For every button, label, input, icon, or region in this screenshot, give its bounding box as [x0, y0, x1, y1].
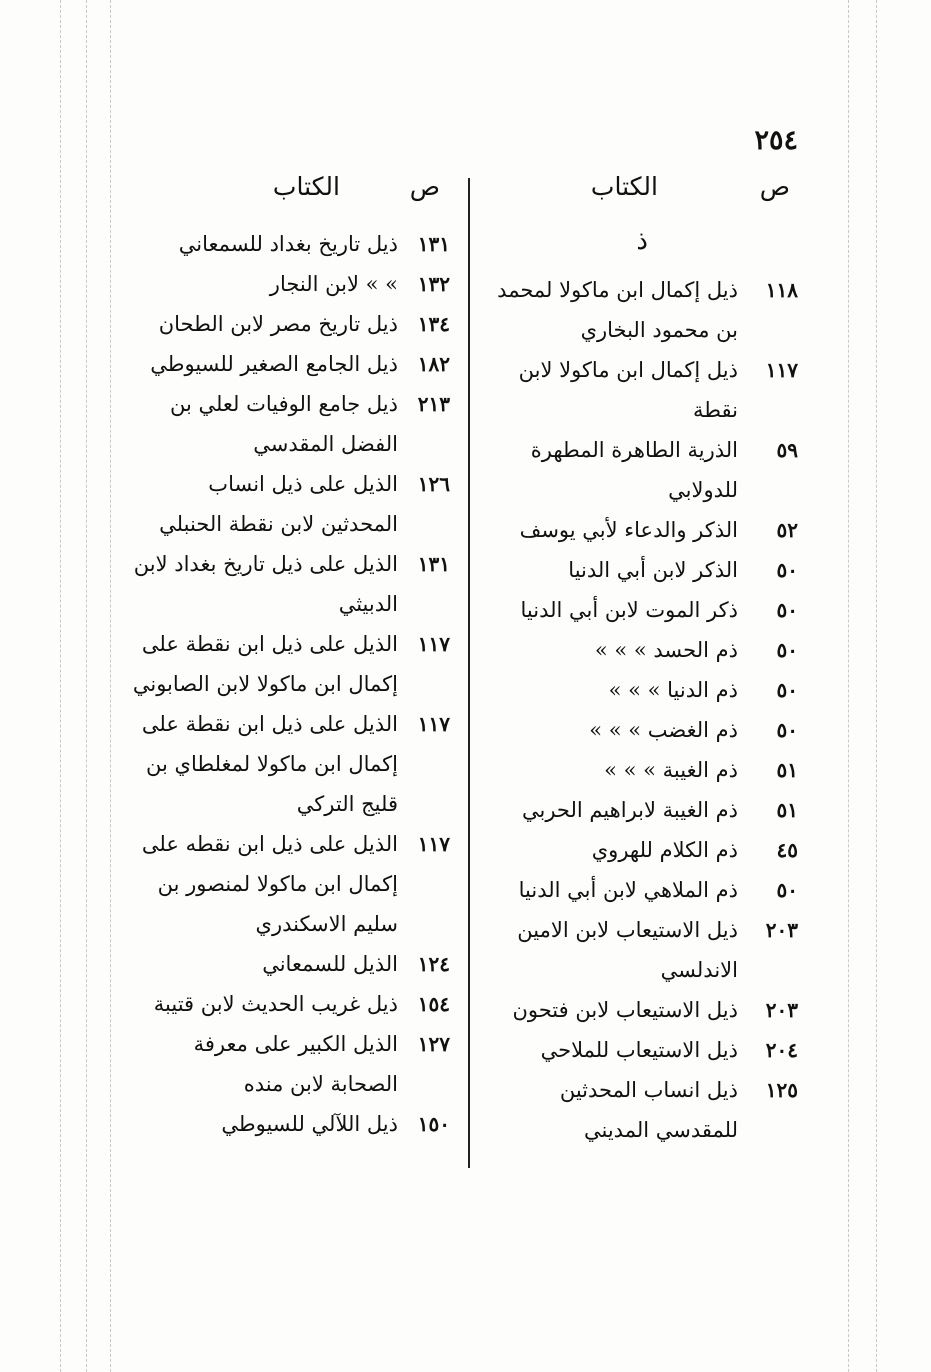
book-column-heading: الكتاب — [272, 172, 340, 201]
entry-page: ٥٠ — [776, 718, 798, 742]
entry-page: ١١٧ — [417, 632, 450, 656]
entry-page: ٥٠ — [776, 558, 798, 582]
entry-title: ذم الغضب » » » — [589, 718, 738, 742]
entry-page: ٢١٣ — [417, 392, 450, 416]
entry-page: ٥١ — [776, 758, 798, 782]
entry-page: ٥٠ — [776, 638, 798, 662]
index-column-right — [480, 172, 798, 1150]
entry-page: ١٨٢ — [417, 352, 450, 376]
index-entry — [128, 264, 450, 304]
book-column-heading: الكتاب — [590, 172, 658, 201]
index-entry — [480, 1030, 798, 1070]
entry-page: ١٥٤ — [417, 992, 450, 1016]
entry-title: ذم الغيبة لابراهيم الحربي — [521, 798, 738, 822]
entry-title: الذكر لابن أبي الدنيا — [568, 558, 738, 582]
section-letter: ذ — [636, 226, 648, 256]
scan-fold-line — [110, 0, 111, 1372]
entry-page: ٥١ — [776, 798, 798, 822]
scan-fold-line — [876, 0, 877, 1372]
entry-page: ١٣١ — [417, 232, 450, 256]
index-entry — [128, 344, 450, 384]
index-entry — [480, 510, 798, 550]
entry-title: ذيل الجامع الصغير للسيوطي — [150, 352, 398, 376]
index-entry — [128, 624, 450, 704]
entry-page: ١٢٦ — [417, 472, 450, 496]
entry-title: ذم الملاهي لابن أبي الدنيا — [518, 878, 738, 902]
entry-page: ١٢٤ — [417, 952, 450, 976]
entry-page: ١٢٧ — [417, 1032, 450, 1056]
entry-title: ذيل غريب الحديث لابن قتيبة — [153, 992, 398, 1016]
index-entry — [128, 704, 450, 824]
index-entry — [480, 630, 798, 670]
index-entry — [128, 1024, 450, 1104]
entry-title: ذيل الاستيعاب للملاحي — [540, 1038, 738, 1062]
index-entry — [128, 464, 450, 544]
index-entry — [480, 830, 798, 870]
entry-title: الذيل على ذيل ابن نقطه على إكمال ابن ماكولا لمنصور بن سليم الاسكندري — [141, 832, 398, 936]
index-entry — [480, 710, 798, 750]
entry-title: ذم الدنيا » » » — [608, 678, 738, 702]
index-entry — [480, 790, 798, 830]
entry-page: ١٣٤ — [417, 312, 450, 336]
entry-title: الذيل للسمعاني — [262, 952, 398, 976]
entry-page: ٥٢ — [776, 518, 798, 542]
scan-fold-line — [86, 0, 87, 1372]
column-header — [480, 172, 798, 212]
entry-title: ذيل الاستيعاب لابن الامين الاندلسي — [517, 918, 738, 982]
scan-fold-line — [848, 0, 849, 1372]
entry-title: ذيل جامع الوفيات لعلي بن الفضل المقدسي — [169, 392, 398, 456]
index-column-left — [128, 172, 450, 1144]
entry-title: ذم الغيبة » » » — [604, 758, 738, 782]
entry-title: » » لابن النجار — [269, 272, 398, 296]
index-entry — [128, 944, 450, 984]
entry-page: ١١٨ — [765, 278, 798, 302]
entry-title: ذيل الاستيعاب لابن فتحون — [512, 998, 738, 1022]
entry-title: الذيل على ذيل تاريخ بغداد لابن الدبيثي — [133, 552, 398, 616]
entry-title: ذيل انساب المحدثين للمقدسي المديني — [559, 1078, 738, 1142]
column-header — [128, 172, 450, 212]
index-entry — [480, 550, 798, 590]
index-entry — [480, 590, 798, 630]
index-entry — [128, 224, 450, 264]
index-entry — [480, 670, 798, 710]
entry-title: الذيل على ذيل انساب المحدثين لابن نقطة الحنبلي — [159, 472, 398, 536]
entry-title: ذم الحسد » » » — [594, 638, 738, 662]
entry-page: ٢٠٣ — [765, 918, 798, 942]
entry-page: ١١٧ — [417, 712, 450, 736]
index-entry — [480, 270, 798, 350]
entry-page: ٥٠ — [776, 598, 798, 622]
index-entry — [480, 1070, 798, 1150]
entry-title: ذيل تاريخ بغداد للسمعاني — [178, 232, 398, 256]
entry-page: ٥٠ — [776, 678, 798, 702]
index-entry — [480, 990, 798, 1030]
index-entry — [128, 544, 450, 624]
index-entry — [128, 824, 450, 944]
entry-title: ذيل اللآلي للسيوطي — [221, 1112, 398, 1136]
entry-title: ذيل إكمال ابن ماكولا لمحمد بن محمود البخاري — [497, 278, 738, 342]
entry-title: الذيل على ذيل ابن نقطة على إكمال ابن ماكولا لمغلطاي بن قليج التركي — [141, 712, 398, 816]
entry-title: الذيل الكبير على معرفة الصحابة لابن منده — [193, 1032, 398, 1096]
entry-title: الذيل على ذيل ابن نقطة على إكمال ابن ماكولا لابن الصابوني — [132, 632, 398, 696]
entry-title: ذكر الموت لابن أبي الدنيا — [520, 598, 738, 622]
entry-page: ١١٧ — [417, 832, 450, 856]
index-entry — [128, 304, 450, 344]
page-column-heading: ص — [409, 172, 440, 201]
index-entry — [480, 430, 798, 510]
index-entry — [480, 910, 798, 990]
index-entry — [128, 984, 450, 1024]
index-entry — [480, 750, 798, 790]
entry-title: الذرية الطاهرة المطهرة للدولابي — [530, 438, 738, 502]
entry-page: ١٣١ — [417, 552, 450, 576]
index-entry — [128, 384, 450, 464]
entry-title: ذيل إكمال ابن ماكولا لابن نقطة — [518, 358, 738, 422]
index-entry — [128, 1104, 450, 1144]
entry-title: ذيل تاريخ مصر لابن الطحان — [158, 312, 398, 336]
entry-page: ١٣٢ — [417, 272, 450, 296]
entry-page: ٢٠٤ — [765, 1038, 798, 1062]
entry-title: ذم الكلام للهروي — [591, 838, 738, 862]
index-entry — [480, 870, 798, 910]
entry-page: ١٢٥ — [765, 1078, 798, 1102]
entry-title: الذكر والدعاء لأبي يوسف — [519, 518, 738, 542]
entry-page: ٥٠ — [776, 878, 798, 902]
entry-page: ١١٧ — [765, 358, 798, 382]
column-divider — [468, 178, 470, 1168]
entry-page: ١٥٠ — [417, 1112, 450, 1136]
entry-page: ٤٥ — [776, 838, 798, 862]
page-number: ٢٥٤ — [754, 125, 798, 156]
index-entry — [480, 350, 798, 430]
page-column-heading: ص — [759, 172, 790, 201]
entry-page: ٢٠٣ — [765, 998, 798, 1022]
scan-fold-line — [60, 0, 61, 1372]
entry-page: ٥٩ — [776, 438, 798, 462]
